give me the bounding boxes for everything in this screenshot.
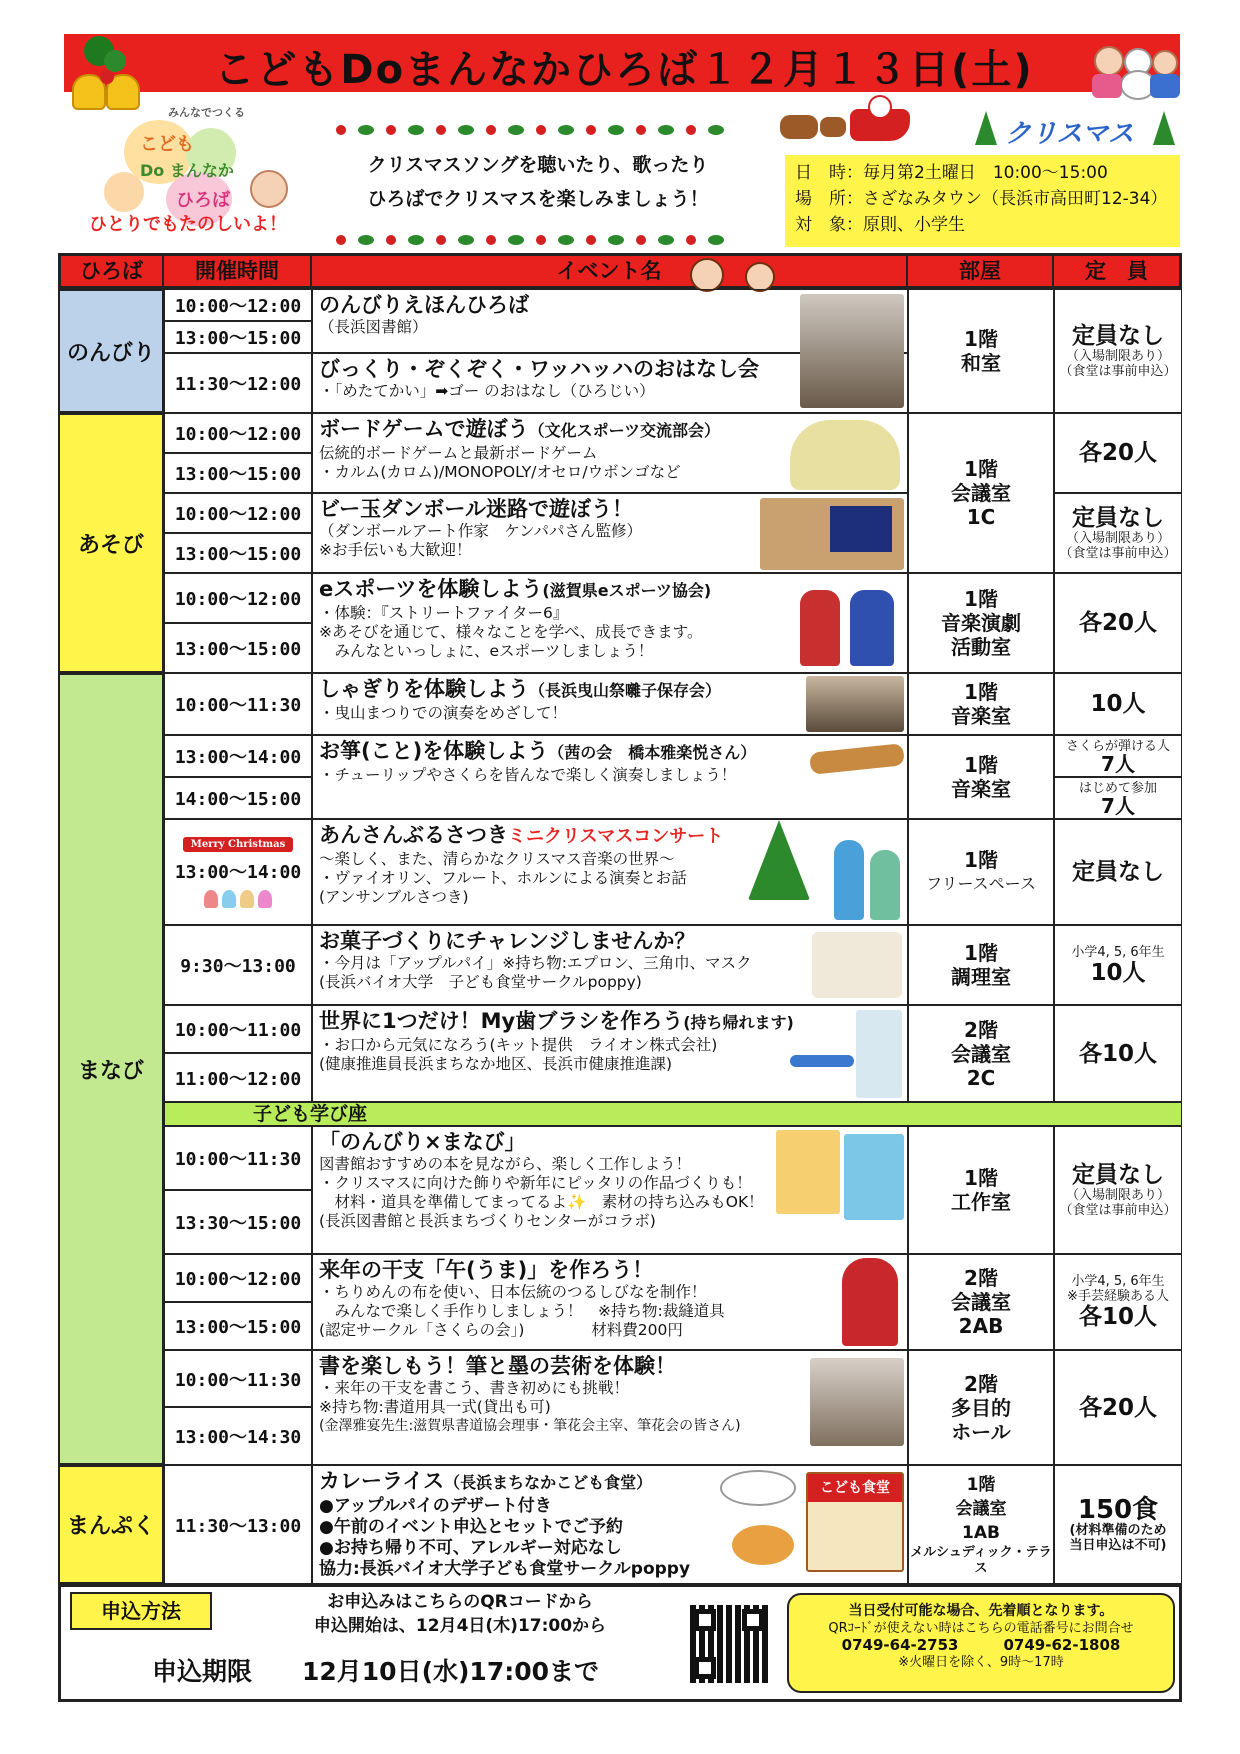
capacity-value: 定員なし [1072, 323, 1164, 349]
capacity-cell [1054, 573, 1182, 673]
time-slot: 13:00～15:00 [164, 453, 312, 493]
capacity-value: 定員なし [1072, 505, 1164, 531]
contact-note: 当日受付可能な場合、先着順となります。 [848, 1603, 1114, 1619]
time-slot: 11:30～13:00 [164, 1465, 312, 1584]
event-desc: （ダンボールアート作家 ケンパパさん監修） [319, 522, 643, 540]
phone-numbers[interactable]: 0749-64-2753 0749-62-1808 [841, 1636, 1121, 1654]
time-slot: 11:30～12:00 [164, 353, 312, 413]
room-name: 2C [966, 1065, 996, 1090]
event-desc: (金澤雅宴先生:滋賀県書道協会理事・筆花会主宰、筆花会の皆さん) [319, 1418, 741, 1434]
capacity-note: （入場制限あり） [1065, 349, 1170, 364]
info-target: 対 象：原則、小学生 [795, 215, 965, 235]
time-slot: 10:00～11:00 [164, 1005, 312, 1053]
event-title: 書を楽しもう！筆と墨の芸術を体験！ [319, 1354, 676, 1378]
capacity-value: 定員なし [1072, 1162, 1164, 1188]
event-desc: ～楽しく、また、清らかなクリスマス音楽の世界～ [319, 850, 675, 868]
sub-section-label: 子ども学び座 [164, 1102, 1182, 1126]
time-slot: 14:00～15:00 [164, 777, 312, 819]
capacity-note: （食堂は事前申込） [1059, 546, 1177, 561]
horse-craft-photo [842, 1258, 898, 1346]
room-name: メルシュディック・テラス [910, 1544, 1052, 1576]
event-title: eスポーツを体験しよう [319, 577, 543, 601]
event-desc: ・今月は「アップルパイ」※持ち物:エプロン、三角巾、マスク [319, 954, 752, 972]
event-title: ボードゲームで遊ぼう [319, 417, 529, 441]
room-name: 和室 [961, 351, 1001, 375]
logo-text: ひろば [176, 190, 230, 211]
capacity-value: 各10人 [1078, 1304, 1157, 1330]
event-desc: ・来年の干支を書こう、書き初めにも挑戦！ [319, 1379, 630, 1397]
event-desc: (長浜バイオ大学 子ども食堂サークルpoppy) [319, 973, 642, 991]
apply-method-label: 申込方法 [70, 1592, 212, 1630]
capacity-cell [1054, 777, 1182, 819]
intro-line: クリスマスソングを聴いたり、歌ったり [367, 154, 709, 176]
room-name: 活動室 [951, 635, 1011, 659]
room-cell [908, 1126, 1054, 1254]
room-name: 音楽室 [951, 777, 1011, 801]
time-slot: 10:00～12:00 [164, 493, 312, 533]
room-cell [908, 735, 1054, 819]
event-desc: ・体験：『ストリートファイター6』 [319, 604, 569, 622]
event-desc: (健康推進員長浜まちなか地区、長浜市健康推進課) [319, 1055, 673, 1073]
event-desc: 伝統的ボードゲームと最新ボードゲーム [319, 444, 598, 462]
event-desc: ●アップルパイのデザート付き [319, 1496, 552, 1516]
capacity-cell [1054, 413, 1182, 493]
event-desc: ・チューリップやさくらを皆んなで楽しく演奏しましょう！ [319, 766, 737, 784]
event-cell [312, 735, 908, 819]
event-organizer: （茜の会 橋本雅楽悦さん） [548, 743, 757, 762]
apply-deadline: 申込期限 12月10日(水)17:00まで [152, 1657, 600, 1686]
shop-sign: こども食堂 [808, 1474, 902, 1502]
room-name: 音楽演劇 [941, 611, 1021, 635]
time-slot: 13:00～14:30 [164, 1407, 312, 1465]
capacity-value: 各20人 [1078, 610, 1157, 636]
capacity-cell [1054, 819, 1182, 925]
christmas-word: クリスマス [1005, 119, 1134, 149]
event-desc: ●お持ち帰り不可、アレルギー対応なし [319, 1538, 622, 1558]
time-slot: 10:00～12:00 [164, 573, 312, 623]
column-header: ひろば [61, 256, 164, 286]
page-title: こどもDoまんなかひろば１２月１３日(土) [214, 47, 1034, 93]
time-slot: 10:00～11:30 [164, 1350, 312, 1407]
capacity-note: 当日申込は不可) [1069, 1537, 1167, 1553]
event-title: びっくり・ぞくぞく・ワッハッハのおはなし会 [319, 357, 759, 381]
capacity-cell [1054, 1126, 1182, 1254]
time-slot: 10:00～11:30 [164, 673, 312, 735]
capacity-cell [1054, 673, 1182, 735]
room-name: 会議室 [951, 481, 1011, 505]
contact-box [787, 1593, 1175, 1693]
apply-start: 申込開始は、12月4日(木)17:00から [313, 1616, 607, 1636]
capacity-value: 各10人 [1078, 1040, 1157, 1067]
fighter-illustration [800, 590, 840, 666]
event-title-highlight: ミニクリスマスコンサート [508, 826, 724, 847]
event-desc: ●午前のイベント申込とセットでご予約 [319, 1517, 623, 1537]
room-name: 会議室 [951, 1041, 1011, 1066]
capacity-note: さくらが弾ける人 [1065, 738, 1170, 754]
room-floor: 1階 [964, 327, 998, 351]
room-cell [908, 289, 1054, 413]
capacity-cell [1054, 289, 1182, 413]
capacity-note: （食堂は事前申込） [1059, 1203, 1177, 1218]
room-name: フリースペース [926, 874, 1036, 893]
capacity-value: 7人 [1101, 751, 1135, 776]
room-floor: 2階 [964, 1371, 998, 1396]
time-slot: 10:00～12:00 [164, 289, 312, 321]
room-floor: 1階 [964, 457, 998, 481]
category-nonbiri: のんびり [58, 289, 164, 413]
room-floor: 1階 [964, 587, 998, 611]
contact-note: QRｺｰﾄﾞが使えない時はこちらの電話番号にお問合せ [828, 1621, 1134, 1636]
logo-subtext: みんなでつくる [168, 106, 245, 119]
musician-illustration [834, 840, 864, 920]
capacity-cell [1054, 925, 1182, 1005]
capacity-note: 小学4, 5, 6年生 [1071, 1274, 1165, 1289]
event-organizer: (滋賀県eスポーツ協会) [542, 581, 712, 600]
event-cell [312, 1005, 908, 1102]
capacity-cell [1054, 493, 1182, 573]
room-cell [908, 413, 1054, 573]
reading-kid-icon [690, 258, 724, 292]
event-organizer: （長浜まちなかこども食堂） [444, 1473, 653, 1492]
capacity-cell [1054, 1465, 1182, 1584]
category-manpuku: まんぷく [58, 1465, 164, 1584]
reading-kid-icon [745, 262, 775, 292]
capacity-note: （食堂は事前申込） [1059, 364, 1177, 379]
room-name: 会議室 [951, 1290, 1011, 1314]
event-desc: ・カルム(カロム)/MONOPOLY/オセロ/ウボンゴなど [319, 463, 681, 481]
event-title: 世界に1つだけ！My歯ブラシを作ろう [319, 1009, 684, 1033]
event-desc: みんなで楽しく手作りしましょう！ ※持ち物:裁縫道具 [319, 1302, 725, 1320]
time-slot: 10:00～12:00 [164, 413, 312, 453]
time-slot: 13:00～15:00 [164, 623, 312, 673]
event-desc: ※あそびを通じて、様々なことを学べ、成長できます。 [319, 623, 703, 641]
time-slot: 13:00～15:00 [164, 1302, 312, 1350]
room-cell [908, 573, 1054, 673]
room-cell [908, 1350, 1054, 1465]
holly-icon [104, 50, 126, 72]
capacity-value: 150食 [1077, 1494, 1159, 1525]
logo-text: Do まんなか [140, 161, 234, 180]
room-cell [908, 673, 1054, 735]
qr-code[interactable] [690, 1605, 768, 1683]
info-date: 日 時：毎月第2土曜日 10:00～15:00 [795, 163, 1108, 183]
event-desc: ・お口から元気になろう(キット提供 ライオン株式会社) [319, 1036, 718, 1054]
capacity-note: （入場制限あり） [1065, 531, 1170, 546]
intro-text [318, 148, 758, 216]
room-name: 2AB [958, 1314, 1004, 1338]
capacity-note: 小学4, 5, 6年生 [1071, 944, 1165, 960]
table-header [58, 253, 1182, 289]
time-text: 13:00～14:00 [174, 861, 302, 883]
time-slot: 13:00～14:00 [164, 735, 312, 777]
holly-garland [330, 230, 730, 244]
logo-tagline: ひとりでもたのしいよ！ [89, 214, 287, 235]
book-cover [844, 1134, 904, 1220]
capacity-note: はじめて参加 [1078, 780, 1157, 796]
fighter-illustration [850, 590, 894, 666]
time-slot [164, 819, 312, 925]
column-header: 開催時間 [164, 256, 312, 286]
event-desc: 協力:長浜バイオ大学子ども食堂サークルpoppy [319, 1559, 691, 1579]
capacity-value: 定員なし [1072, 859, 1164, 885]
qr-instruction: お申込みはこちらのQRコードから [327, 1592, 593, 1612]
room-name: 工作室 [951, 1190, 1011, 1214]
event-title: のんびりえほんひろば [319, 293, 529, 317]
event-desc: ※持ち物:書道用具一式(貸出も可) [319, 1398, 551, 1416]
event-desc: ・ちりめんの布を使い、日本伝統のつるしびなを制作！ [319, 1283, 707, 1301]
logo-text: こども [140, 134, 194, 155]
capacity-value: 各20人 [1078, 440, 1157, 466]
capacity-note: ※手芸経験ある人 [1067, 1289, 1169, 1304]
event-desc: みんなといっしょに、eスポーツしましょう！ [319, 642, 654, 660]
time-slot: 9:30～13:00 [164, 925, 312, 1005]
toothbrush-icon [790, 1055, 854, 1067]
room-floor: 1階 [964, 753, 998, 777]
room-cell [908, 925, 1054, 1005]
room-floor: 1階 [964, 941, 998, 965]
room-name: 音楽室 [951, 704, 1011, 728]
cooking-kids-illustration [812, 932, 902, 998]
room-cell [908, 1465, 1054, 1584]
event-title: ビー玉ダンボール迷路で遊ぼう！ [319, 497, 633, 521]
event-title: 来年の干支「午(うま)」を作ろう！ [319, 1258, 654, 1282]
event-cell [312, 819, 908, 925]
boardgame-illustration [790, 420, 900, 490]
event-desc: (長浜図書館と長浜まちづくりセンターがコラボ) [319, 1212, 656, 1230]
event-title: カレーライス [319, 1469, 445, 1493]
contact-hours: ※火曜日を除く、9時～17時 [898, 1655, 1064, 1670]
event-organizer: （文化スポーツ交流部会） [528, 421, 720, 440]
event-title: お菓子づくりにチャレンジしませんか？ [319, 929, 696, 953]
event-desc: （長浜図書館） [319, 318, 428, 336]
event-desc: ・ヴァイオリン、フルート、ホルンによる演奏とお話 [319, 869, 687, 887]
room-name: 1AB [962, 1522, 1000, 1543]
room-name: 調理室 [951, 965, 1011, 989]
event-organizer: (持ち帰れます) [683, 1013, 794, 1032]
column-header: イベント名 [312, 256, 908, 286]
event-desc: (認定サークル「さくらの会」) 材料費200円 [319, 1321, 683, 1339]
event-desc: 図書館おすすめの本を見ながら、楽しく工作しよう！ [319, 1155, 692, 1173]
time-slot: 10:00～11:30 [164, 1126, 312, 1190]
curry-plate-icon [720, 1470, 796, 1506]
room-floor: 2階 [964, 1266, 998, 1290]
capacity-cell [1054, 735, 1182, 777]
event-cell [312, 1254, 908, 1350]
capacity-value: 10人 [1090, 691, 1146, 717]
capacity-value: 10人 [1090, 959, 1146, 986]
room-cell [908, 1005, 1054, 1102]
intro-line: ひろばでクリスマスを楽しみましょう！ [367, 188, 709, 210]
room-name: 1C [966, 505, 996, 529]
column-header: 部屋 [908, 256, 1054, 286]
cardboard-maze-photo [760, 498, 904, 570]
merry-christmas-badge: Merry Christmas [183, 837, 294, 852]
snowman-kids-illustration [1090, 40, 1180, 100]
capacity-cell [1054, 1350, 1182, 1465]
event-title: あんさんぶるさつき [319, 823, 508, 847]
toothbrush-photo [856, 1010, 902, 1098]
christmas-banner [975, 107, 1175, 147]
category-asobi: あそび [58, 413, 164, 673]
event-organizer: （長浜曳山祭囃子保存会） [529, 681, 722, 700]
holly-garland [330, 120, 730, 134]
time-slot: 13:30～15:00 [164, 1190, 312, 1254]
room-floor: 1階 [964, 848, 998, 872]
room-floor: 1階 [966, 1474, 996, 1495]
santa-sleigh-illustration [780, 95, 930, 150]
room-cell [908, 819, 1054, 925]
event-desc: (アンサンブルさつき) [319, 888, 469, 906]
capacity-value: 7人 [1101, 793, 1135, 818]
category-manabi: まなび [58, 673, 164, 1465]
room-floor: 1階 [964, 680, 998, 704]
capacity-cell [1054, 1005, 1182, 1102]
event-title: しゃぎりを体験しよう [319, 677, 529, 701]
time-slot: 13:00～15:00 [164, 321, 312, 353]
title-banner [64, 34, 1180, 92]
event-desc: 材料・道具を準備してまってるよ✨ 素材の持ち込みもOK！ [319, 1193, 764, 1211]
event-info-box [785, 155, 1180, 247]
capacity-note: (材料準備のため [1069, 1522, 1167, 1538]
shagiri-photo [806, 676, 904, 732]
berry-icon [100, 70, 114, 84]
room-floor: 2階 [964, 1017, 998, 1042]
time-slot: 11:00～12:00 [164, 1053, 312, 1102]
storyteller-photo [800, 294, 904, 408]
kodomo-shokudo-shop-icon [806, 1472, 904, 1572]
room-name: 多目的 [951, 1395, 1011, 1420]
calligraphy-photo [810, 1358, 904, 1446]
musician-illustration [870, 850, 900, 920]
time-slot: 10:00～12:00 [164, 1254, 312, 1302]
event-desc: ・曳山まつりでの演奏をめざして！ [319, 704, 568, 722]
event-desc: ※お手伝いも大歓迎！ [319, 541, 472, 559]
apple-pie-icon [732, 1525, 794, 1565]
apply-info [250, 1590, 670, 1638]
event-desc: ・クリスマスに向けた飾りや新年にピッタリの作品づくりも！ [319, 1174, 752, 1192]
book-cover [776, 1130, 840, 1214]
room-floor: 1階 [964, 1166, 998, 1190]
choir-kids-illustration [204, 890, 272, 908]
time-slot: 13:00～15:00 [164, 533, 312, 573]
capacity-value: 各20人 [1078, 1394, 1157, 1421]
event-title: 「のんびり×まなび」 [319, 1130, 526, 1154]
capacity-note: （入場制限あり） [1065, 1188, 1170, 1203]
room-name: 会議室 [955, 1498, 1007, 1519]
room-name: ホール [951, 1419, 1011, 1444]
room-cell [908, 1254, 1054, 1350]
event-title: お箏(こと)を体験しよう [319, 739, 549, 763]
info-place: 場 所：さざなみタウン（長浜市高田町12-34） [795, 189, 1168, 209]
capacity-cell [1054, 1254, 1182, 1350]
event-desc: ・「めたてかい」➡ゴー のおはなし（ひろじい） [319, 382, 655, 400]
column-header: 定 員 [1085, 259, 1148, 283]
